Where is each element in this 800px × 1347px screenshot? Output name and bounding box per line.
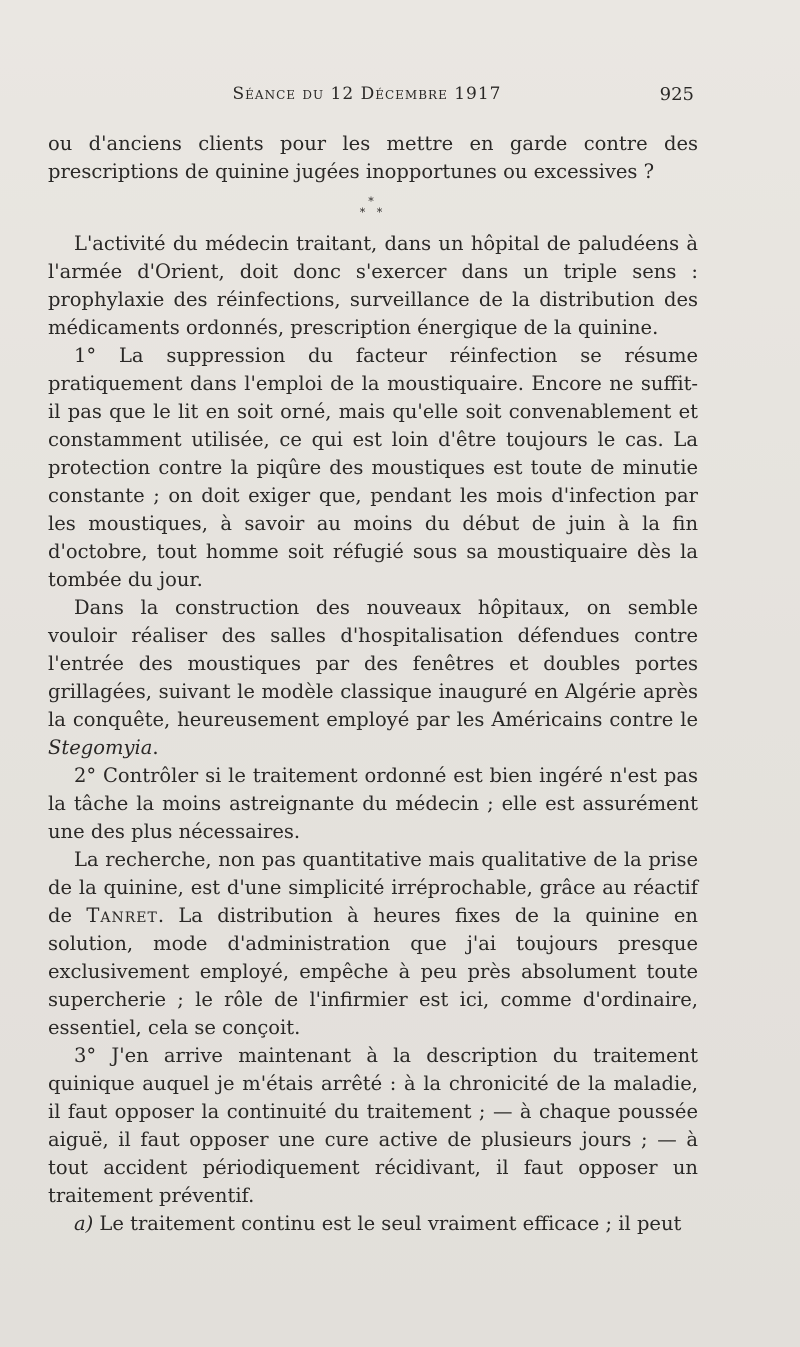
paragraph-construction-text: Dans la construction des nouveaux hôpitaux, on semble vouloir réaliser des salles d'hospitalisation défendues contre l'entrée des moustiques par des fenêtres et doubles portes grillagées, suivant le modèle classique inauguré en Algérie après la conquête, heureusement employé par les Américains contre le [48, 596, 698, 731]
tanret-name: Tanret [86, 904, 158, 927]
paragraph-research-end: . La distribution à heures fixes de la quinine en solution, mode d'administration que j'ai toujours presque exclusivement employé, empêche à peu près absolument toute supercherie ; le rôle de l'infirmier est ici, comme d'ordinaire, essentiel, cela se conçoit. [48, 904, 698, 1039]
paragraph-research-start: La recherche, non pas quantitative mais qualitative de la prise de la quinine, est d'une simplicité irréprochable, grâce au réactif de [48, 848, 698, 927]
paragraph-point-1: 1° La suppression du facteur réinfection se résume pratiquement dans l'emploi de la moustiquaire. Encore ne suffit-il pas que le lit en soit orné, mais qu'elle soit convenablement et constamment utilisée, ce qui est loin d'être toujours le cas. La protection contre la piqûre des moustiques est toute de minutie constante ; on doit exiger que, pendant les mois d'infection par les moustiques, à savoir au moins du début de juin à la fin d'octobre, tout homme soit réfugié sous sa moustiquaire dès la tombée du jour. [48, 344, 698, 591]
paragraph-point-3: 3° J'en arrive maintenant à la description du traitement quinique auquel je m'étais arrêté : à la chronicité de la maladie, il faut opposer la continuité du traitement ; — à chaque poussée aiguë, il faut opposer une cure active de plusieurs jours ; — à tout accident périodiquement récidivant, il faut opposer un traitement préventif. [48, 1044, 698, 1207]
asterism-bottom: * * [359, 206, 387, 219]
paragraph-a [48, 1210, 698, 1238]
paragraph-a-text: Le traitement continu est le seul vraiment efficace ; il peut [93, 1212, 682, 1235]
paragraph-research [48, 846, 698, 1042]
stegomyia-italic: Stegomyia [48, 736, 153, 759]
page-header [48, 84, 694, 114]
item-label-a: a) [74, 1212, 94, 1235]
paragraph-construction [48, 594, 698, 762]
running-title: Séance du 12 Décembre 1917 [232, 84, 502, 104]
paragraph-construction-end: . [152, 736, 159, 759]
asterism-top: * [368, 195, 378, 208]
page-number: 925 [659, 84, 694, 105]
body-text [48, 130, 698, 1238]
paragraph-continuation: ou d'anciens clients pour les mettre en garde contre des prescriptions de quinine jugées inopportunes ou excessives ? [48, 132, 698, 183]
paragraph-activity: L'activité du médecin traitant, dans un hôpital de paludéens à l'armée d'Orient, doit donc s'exercer dans un triple sens : prophylaxie des réinfections, surveillance de la distribution des médicaments ordonnés, prescription énergique de la quinine. [48, 232, 698, 339]
section-asterism [48, 196, 698, 218]
paragraph-point-2: 2° Contrôler si le traitement ordonné est bien ingéré n'est pas la tâche la moins astreignante du médecin ; elle est assurément une des plus nécessaires. [48, 764, 698, 843]
